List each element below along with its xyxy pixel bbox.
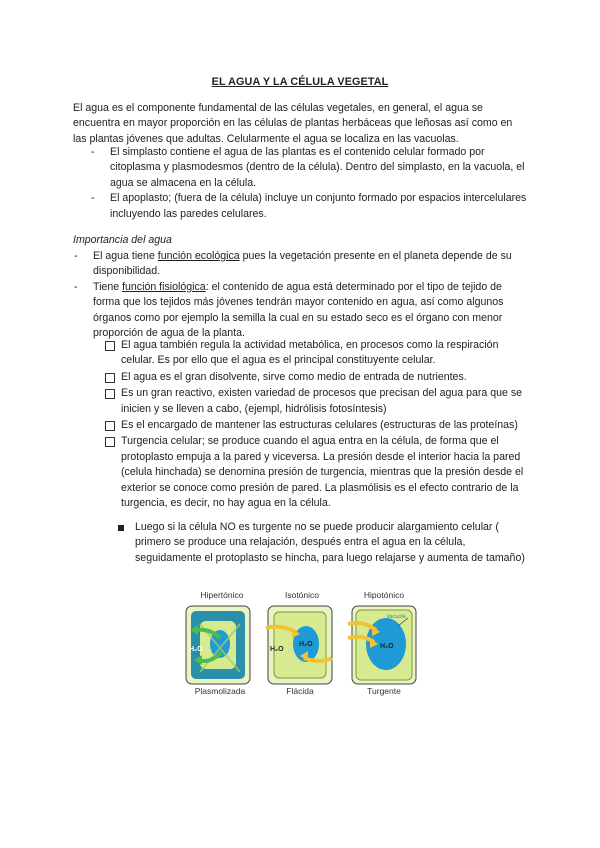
checkbox-icon [105, 437, 115, 447]
checklist-item [121, 434, 527, 511]
water-label: H₂O [380, 643, 394, 650]
water-label: H₂O [270, 646, 284, 653]
water-label: H₂O [299, 641, 313, 648]
checklist-text: El agua es el gran disolvente, sirve como medio de entrada de nutrientes. [121, 370, 467, 383]
square-bullet-icon [118, 525, 124, 531]
list-item-ecologica [93, 249, 525, 280]
section-heading: Importancia del agua [73, 234, 172, 246]
flaccid-cell [266, 606, 332, 684]
text-run: Tiene [93, 280, 123, 293]
cells-illustration [180, 588, 424, 698]
sub-bullet-text: Luego si la célula NO es turgente no se puede producir alargamiento celular ( primero se produce una relajación, después entra el agua en la célula, seguidamente el protoplasto se hincha, para luego relajarse y aumenta de tamaño) [135, 521, 525, 564]
list-item-apoplasto: - El apoplasto; (fuera de la célula) incluye un conjunto formado por espacios intercelulares incluyendo las paredes celulares. [110, 191, 530, 222]
checkbox-icon [105, 421, 115, 431]
term-ecologica: función ecológica [157, 250, 240, 262]
text-run: : el contenido de agua está determinado por el tipo de tejido de forma que los tejidos más jóvenes tendrán mayor contenido en agua, así como algunos órganos como por ejemplo la semilla la cual en su estado seco es el órgano con menor proporción de agua de la planta. [93, 280, 504, 340]
checklist-item [121, 418, 527, 433]
page-title: EL AGUA Y LA CÉLULA VEGETAL [211, 76, 389, 88]
checklist-text: Turgencia celular; se produce cuando el agua entra en la célula, de forma que el protoplasto empuja a la pared y viceversa. La presión desde el interior hacia la pared (celula hinchada) se denomina presión de turgencia, mientras que la presión desde el exterior se conoce como presión de pared. La plasmólisis es el efecto contrario de la turgencia, es decir, no hay agua en la célula. [121, 435, 524, 510]
importance-list [93, 249, 525, 341]
label-turgente: Turgente [367, 686, 401, 696]
checklist-item [121, 338, 527, 369]
text-run: El agua tiene [93, 250, 158, 262]
checklist-text: Es el encargado de mantener las estructuras celulares (estructuras de las proteínas) [121, 419, 518, 432]
plasmolized-cell [186, 606, 250, 684]
term-fisiologica: función fisiológica [122, 280, 206, 293]
vacuola-label: Vacuola [386, 614, 406, 620]
list-item-fisiologica [93, 280, 525, 342]
label-isotonico: Isotónico [284, 590, 320, 600]
checkbox-icon [105, 389, 115, 399]
checklist-item [121, 370, 527, 385]
label-hipotonico: Hipotónico [363, 590, 405, 600]
intro-paragraph: El agua es el componente fundamental de las células vegetales, en general, el agua se encuentra en mayor proporción en las células de plantas herbáceas que leñosas así como en las plantas jóvenes que adultas. Celularmente el agua se localiza en las vacuolas. [73, 102, 513, 145]
checklist-text: Es un gran reactivo, existen variedad de procesos que precisan del agua para que se inicien y se lleven a cabo, (ejempl, hidrólisis fotosíntesis) [121, 387, 523, 415]
cell-osmosis-figure [180, 588, 424, 698]
water-label: H₂O [189, 646, 203, 653]
checkbox-icon [105, 341, 115, 351]
sub-bullet-item [135, 520, 525, 566]
list-item-simplasto: - El simplasto contiene el agua de las plantas es el contenido celular formado por citoplasma y plasmodesmos (dentro de la célula). Dentro del simplasto, en la vacuola, el agua se almacena en la célula. [110, 145, 530, 191]
checkbox-list [121, 338, 527, 512]
label-flacida: Flácida [286, 686, 314, 696]
checklist-item [121, 386, 527, 417]
label-plasmolizada: Plasmolizada [194, 686, 246, 696]
sub-bullet-list [135, 520, 525, 566]
checkbox-icon [105, 373, 115, 383]
intro-list [110, 145, 530, 222]
checklist-text: El agua también regula la actividad metabólica, en procesos como la respiración celular. Es por ello que el agua es el principal constituyente celular. [121, 339, 499, 367]
text-run: pues la vegetación presente en el planeta depende de su disponibilidad. [93, 250, 512, 278]
label-hipertonico: Hipertónico [200, 590, 244, 600]
